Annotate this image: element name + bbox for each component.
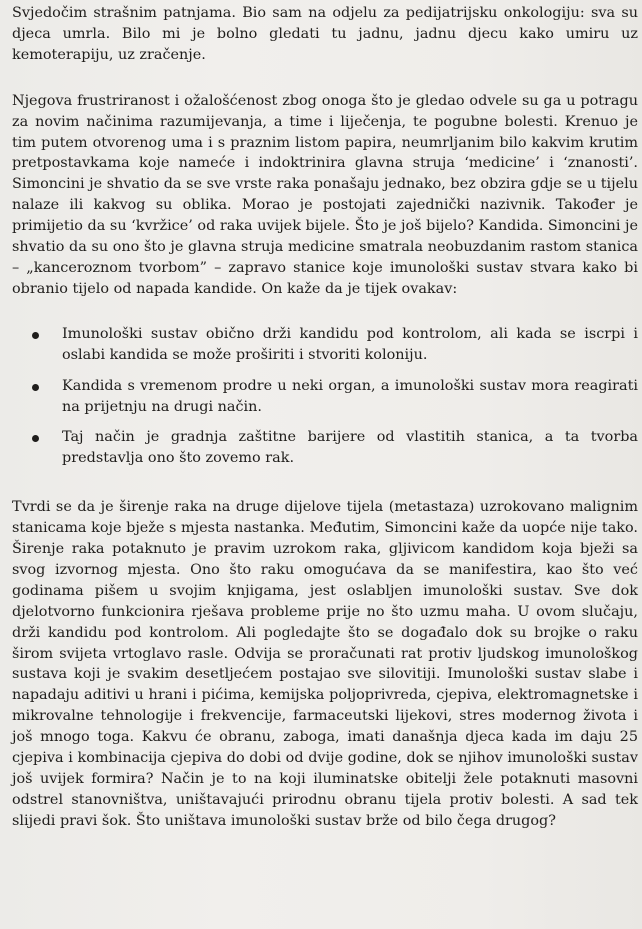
bullet-list <box>12 324 638 469</box>
bullet-icon <box>32 435 39 442</box>
list-item <box>12 376 638 418</box>
body-paragraph-2: Tvrdi se da je širenje raka na druge dijelove tijela (metastaza) uzrokovano malignim stanicama koje bježe s mjesta nastanka. Međutim, Simoncini kaže da uopće nije tako. Širenje raka potaknuto je pravim uzrokom raka, gljivicom kandidom koja bježi sa svog izvornog mjesta. Ono što raku omogućava da se manifestira, kao što već godinama pišem u svojim knjigama, jest oslabljen imunološki sustav. Sve dok djelotvorno funkcionira rješava probleme prije no što uzmu maha. U ovom slučaju, drži kandidu pod kontrolom. Ali pogledajte što se događalo dok su brojke o raku širom svijeta vrtoglavo rasle. Odvija se proračunati rat protiv ljudskog imunološkog sustava koji je svakim desetljećem postajao sve silovitiji. Imunološki sustav slabe i napadaju aditivi u hrani i pićima, kemijska poljoprivreda, cjepiva, elektromagnetske i mikrovalne tehnologije i frekvencije, farmaceutski lijekovi, stres modernog života i još mnogo toga. Kakvu će obranu, zaboga, imati današnja djeca kada im daju 25 cjepiva i kombinacija cjepiva do dobi od dvije godine, dok se njihov imunološki sustav još uvijek formira? Način je to na koji iluminatske obitelji žele potaknuti masovni odstrel stanovništva, uništavajući prirodnu obranu tijela protiv bolesti. A sad tek slijedi pravi šok. Što uništava imunološki sustav brže od bilo čega drugog? <box>12 499 638 829</box>
quote-paragraph: Svjedočim strašnim patnjama. Bio sam na odjelu za pedijatrijsku onkologiju: sva su djeca umrla. Bilo mi je bolno gledati tu jadnu, jadnu djecu kako umiru uz kemoterapiju, uz zračenje. <box>12 5 638 63</box>
bullet-icon <box>32 384 39 391</box>
list-item <box>12 427 638 469</box>
bullet-text: Imunološki sustav obično drži kandidu pod kontrolom, ali kada se iscrpi i oslabi kandida se može proširiti i stvoriti koloniju. <box>62 325 638 363</box>
bullet-text: Taj način je gradnja zaštitne barijere od vlastitih stanica, a ta tvorba predstavlja ono što zovemo rak. <box>62 429 638 467</box>
bullet-text: Kandida s vremenom prodre u neki organ, a imunološki sustav mora reagirati na prijetnju na drugi način. <box>62 377 638 415</box>
bullet-icon <box>32 332 39 339</box>
body-paragraph-1: Njegova frustriranost i ožalošćenost zbog onoga što je gledao odvele su ga u potragu za novim načinima razumijevanja, a time i liječenja, te pogubne bolesti. Krenuo je tim putem otvorenog uma i s praznim listom papira, neumrljanim bilo kakvim krutim pretpostavkama koje nameće i indoktrinira glavna struja ‘medicine’ i ‘znanosti’. Simoncini je shvatio da se sve vrste raka ponašaju jednako, bez obzira gdje se u tijelu nalaze ili kakvog su oblika. Morao je postojati zajednički nazivnik. Također je primijetio da su ‘kvržice’ od raka uvijek bijele. Što je još bijelo? Kandida. Simoncini je shvatio da su ono što je glavna struja medicine smatrala neobuzdanim rastom stanica – „kanceroznom tvorbom” – zapravo stanice koje imunološki sustav stvara kako bi obranio tijelo od napada kandide. On kaže da je tijek ovakav: <box>12 92 638 297</box>
list-item <box>12 324 638 366</box>
